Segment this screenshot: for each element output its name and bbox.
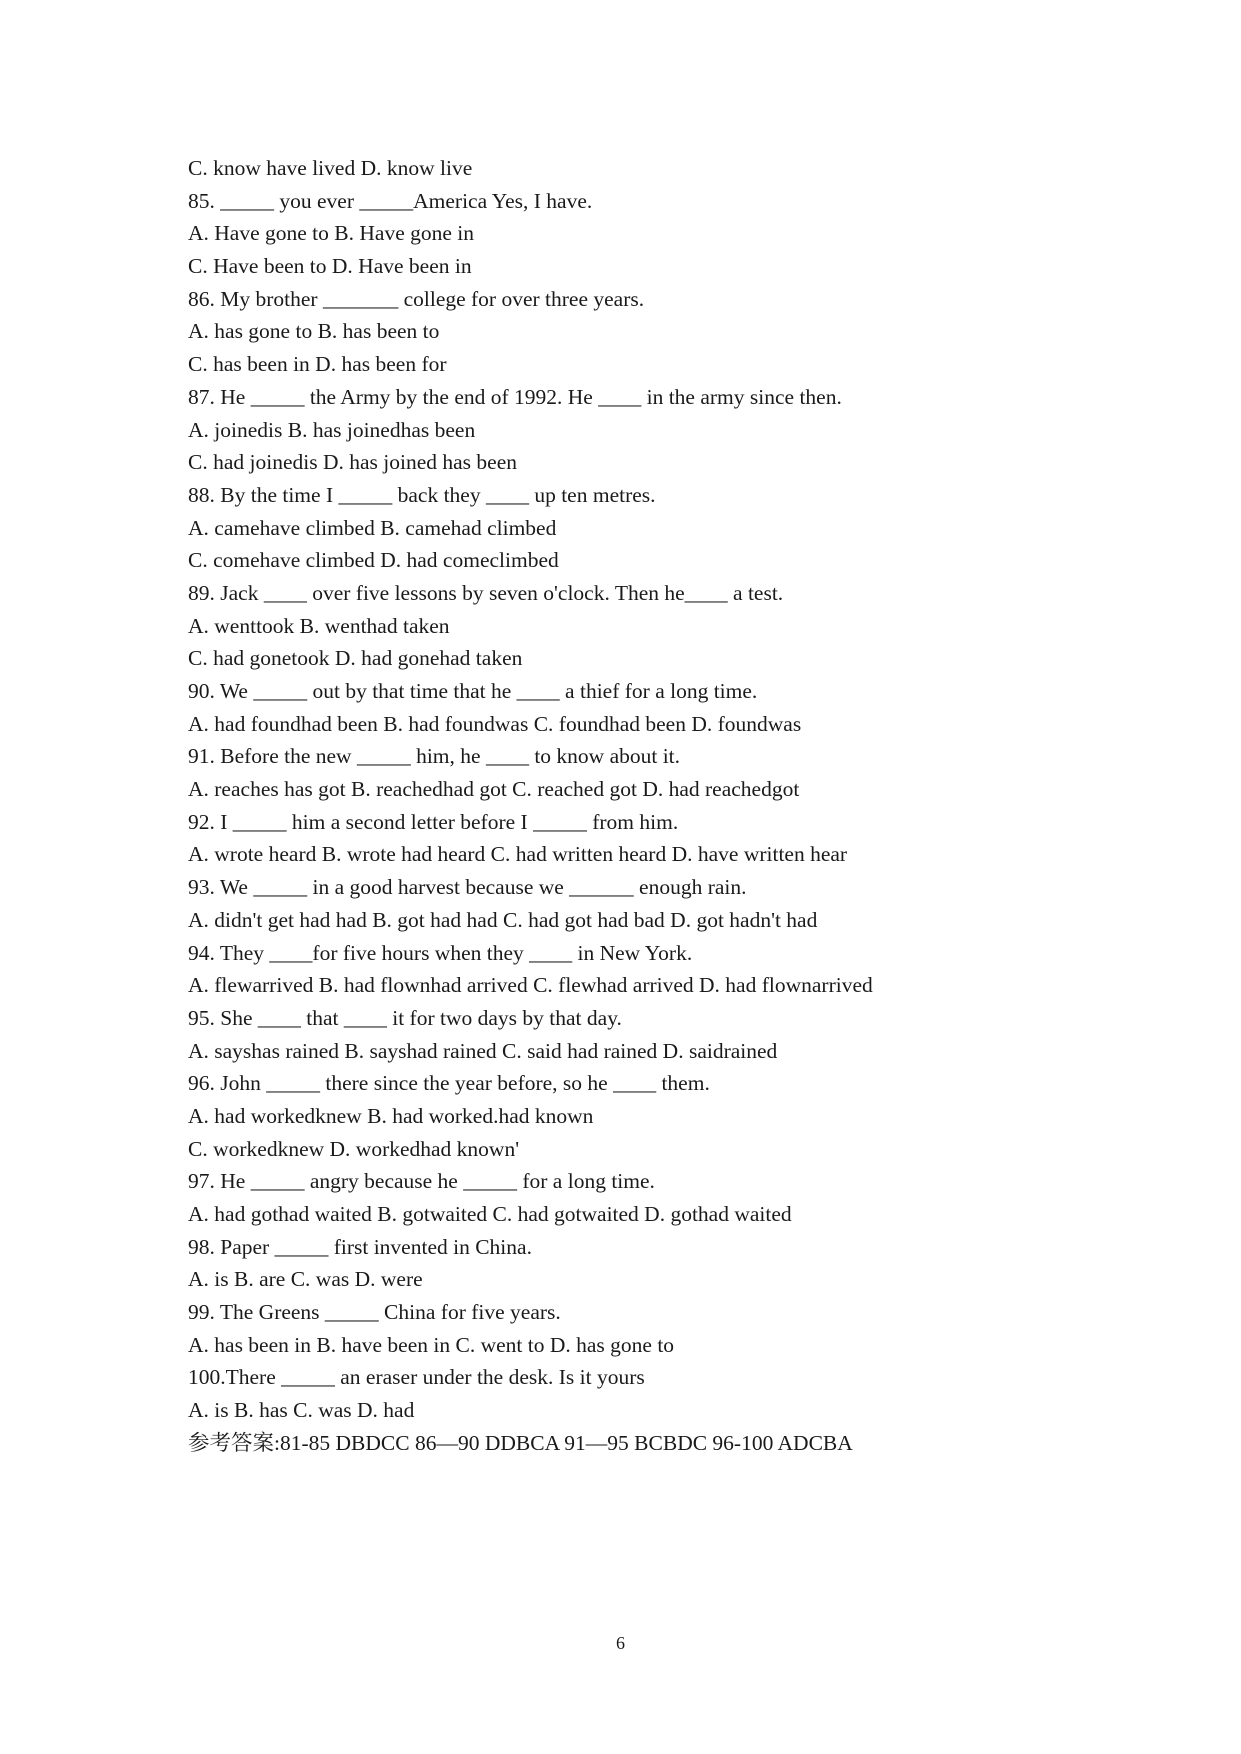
- options-100: A. is B. has C. was D. had: [188, 1398, 415, 1423]
- question-93: 93. We _____ in a good harvest because we ______ enough rain.: [188, 875, 747, 900]
- options-86-cd: C. has been in D. has been for: [188, 352, 447, 377]
- options-98: A. is B. are C. was D. were: [188, 1267, 423, 1292]
- options-94: A. flewarrived B. had flownhad arrived C. flewhad arrived D. had flownarrived: [188, 973, 873, 998]
- options-92: A. wrote heard B. wrote had heard C. had written heard D. have written hear: [188, 842, 848, 867]
- exercise-text: [188, 152, 1188, 1460]
- options-89-cd: C. had gonetook D. had gonehad taken: [188, 646, 523, 671]
- options-95: A. sayshas rained B. sayshad rained C. said had rained D. saidrained: [188, 1038, 778, 1063]
- options-86-ab: A. has gone to B. has been to: [188, 319, 440, 344]
- question-86: 86. My brother _______ college for over three years.: [188, 286, 645, 311]
- question-89: 89. Jack ____ over five lessons by seven o'clock. Then he____ a test.: [188, 580, 784, 605]
- question-88: 88. By the time I _____ back they ____ up ten metres.: [188, 482, 656, 507]
- question-94: 94. They ____for five hours when they ____ in New York.: [188, 940, 693, 965]
- options-89-ab: A. wenttook B. wenthad taken: [188, 613, 450, 638]
- options-99: A. has been in B. have been in C. went to D. has gone to: [188, 1332, 675, 1357]
- answer-key: [188, 1427, 1188, 1460]
- question-97: 97. He _____ angry because he _____ for a long time.: [188, 1169, 655, 1194]
- page-number: 6: [616, 1633, 625, 1653]
- question-91: 91. Before the new _____ him, he ____ to know about it.: [188, 744, 681, 769]
- options-91: A. reaches has got B. reachedhad got C. reached got D. had reachedgot: [188, 777, 800, 802]
- text-line-1: C. know have lived D. know live: [188, 156, 473, 180]
- question-100: 100.There _____ an eraser under the desk. Is it yours: [188, 1365, 645, 1390]
- question-95: 95. She ____ that ____ it for two days by that day.: [188, 1005, 622, 1030]
- options-85-cd: C. Have been to D. Have been in: [188, 254, 472, 279]
- options-88-cd: C. comehave climbed D. had comeclimbed: [188, 548, 559, 573]
- question-85: 85. _____ you ever _____America Yes, I have.: [188, 188, 593, 213]
- options-96-ab: A. had workedknew B. had worked.had known: [188, 1103, 594, 1128]
- options-93: A. didn't get had had B. got had had C. had got had bad D. got hadn't had: [188, 907, 818, 932]
- options-88-ab: A. camehave climbed B. camehad climbed: [188, 515, 557, 540]
- question-96: 96. John _____ there since the year before, so he ____ them.: [188, 1071, 710, 1096]
- question-87: 87. He _____ the Army by the end of 1992. He ____ in the army since then.: [188, 384, 842, 409]
- answer-key-label: 参考答案: [188, 1430, 275, 1456]
- question-92: 92. I _____ him a second letter before I _____ from him.: [188, 809, 679, 834]
- question-99: 99. The Greens _____ China for five years.: [188, 1300, 561, 1325]
- options-90: A. had foundhad been B. had foundwas C. foundhad been D. foundwas: [188, 711, 802, 736]
- question-90: 90. We _____ out by that time that he ____ a thief for a long time.: [188, 679, 758, 703]
- answer-key-text: :81-85 DBDCC 86—90 DDBCA 91—95 BCBDC 96-100 ADCBA: [274, 1430, 853, 1455]
- options-85-ab: A. Have gone to B. Have gone in: [188, 221, 474, 246]
- options-97: A. had gothad waited B. gotwaited C. had gotwaited D. gothad waited: [188, 1202, 792, 1226]
- question-98: 98. Paper _____ first invented in China.: [188, 1234, 532, 1259]
- options-96-cd: C. workedknew D. workedhad known': [188, 1136, 520, 1161]
- options-87-ab: A. joinedis B. has joinedhas been: [188, 417, 476, 442]
- options-87-cd: C. had joinedis D. has joined has been: [188, 450, 518, 475]
